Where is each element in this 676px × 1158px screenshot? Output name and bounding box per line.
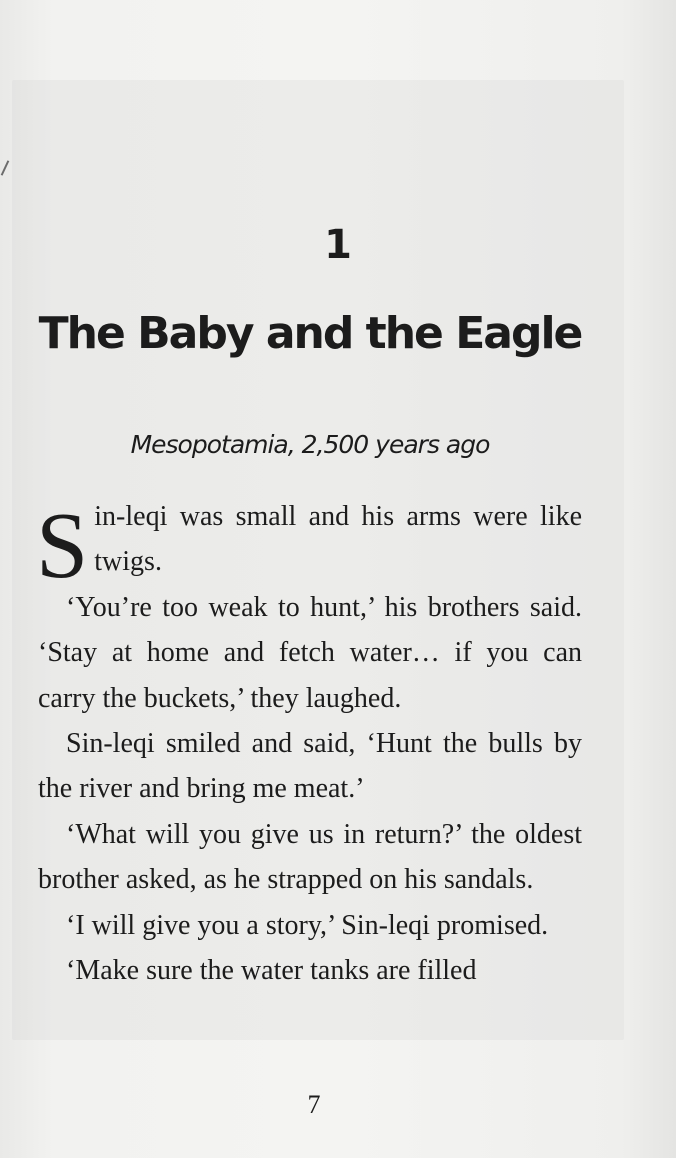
paragraph: ‘You’re too weak to hunt,’ his brothers said. ‘Stay at home and fetch water… if you can carry the buckets,’ they laughed. <box>38 591 582 714</box>
paragraph-text: in-leqi was small and his arms were like twigs. <box>94 501 582 578</box>
body-text <box>38 494 582 993</box>
paragraph <box>36 494 582 598</box>
pencil-mark <box>1 160 10 175</box>
drop-cap: S <box>36 494 89 598</box>
paragraph: ‘Make sure the water tanks are filled <box>66 955 477 987</box>
chapter-subtitle: Mesopotamia, 2,500 years ago <box>130 430 490 459</box>
page-number: 7 <box>307 1090 321 1119</box>
chapter-title: The Baby and the Eagle <box>38 308 582 359</box>
paragraph: Sin-leqi smiled and said, ‘Hunt the bulls by the river and bring me meat.’ <box>38 728 582 805</box>
paragraph: ‘I will give you a story,’ Sin-leqi promised. <box>66 909 549 941</box>
chapter-number: 1 <box>324 222 352 268</box>
paragraph: ‘What will you give us in return?’ the oldest brother asked, as he strapped on his sandals. <box>38 818 582 896</box>
